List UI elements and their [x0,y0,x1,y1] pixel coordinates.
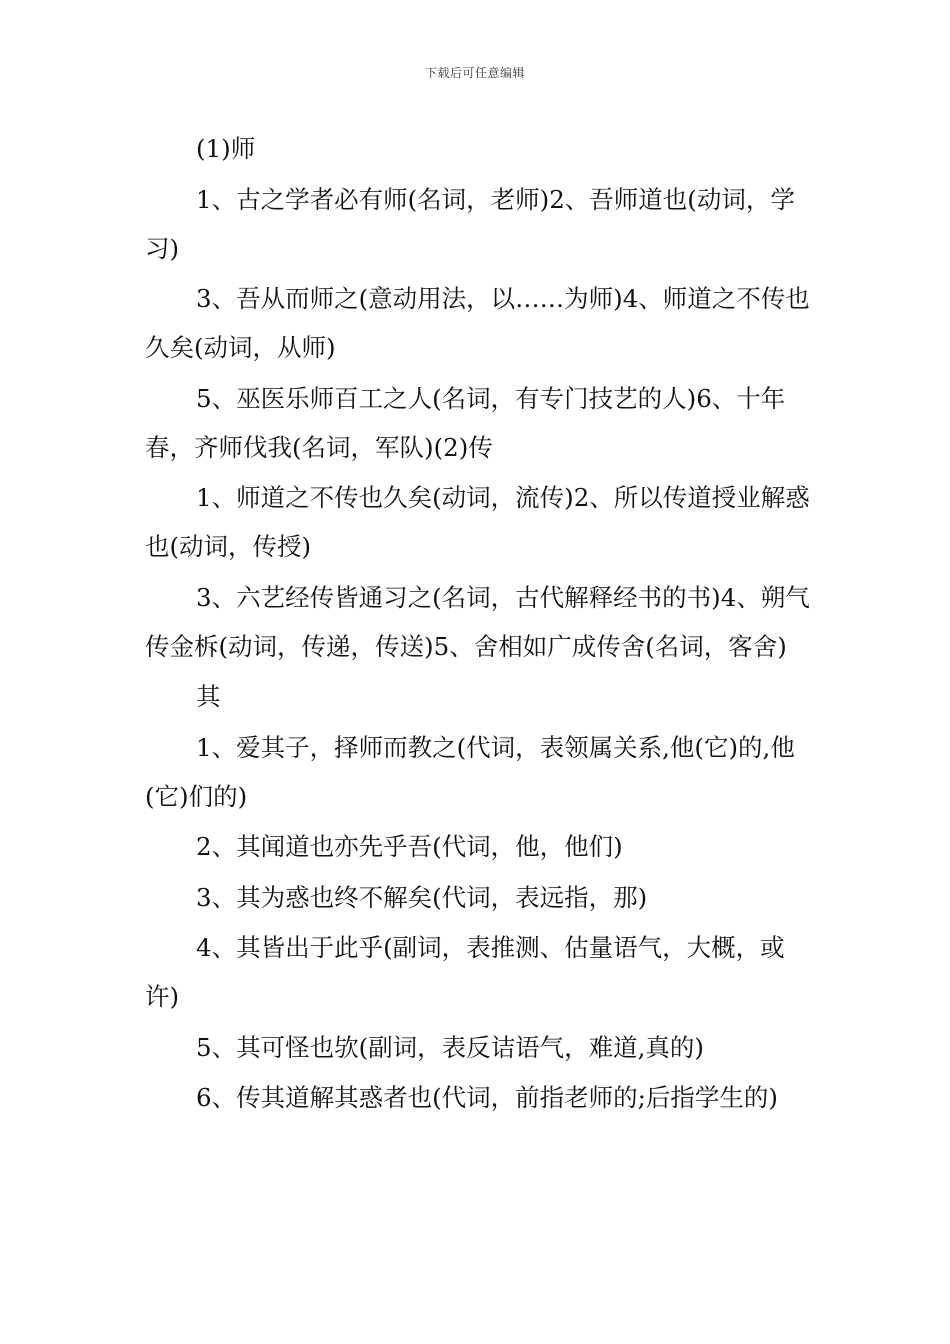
document-body [145,124,810,1124]
paragraph: 3、吾从而师之(意动用法，以……为师)4、师道之不传也久矣(动词，从师) [145,284,810,362]
paragraph: 3、其为惑也终不解矣(代词，表远指，那) [196,882,648,912]
paragraph: 5、其可怪也欤(副词，表反诘语气，难道,真的) [196,1032,704,1062]
paragraph: 3、六艺经传皆通习之(名词，古代解释经书的书)4、朔气传金柝(动词，传递，传送)5、舍相如广成传舍(名词，客舍) [145,582,810,661]
page-header: 下载后可任意编辑 [424,66,525,80]
paragraph: 5、巫医乐师百工之人(名词，有专门技艺的人)6、十年春，齐师伐我(名词，军队)(2)传 [145,383,786,462]
paragraph: 4、其皆出于此乎(副词，表推测、估量语气，大概，或许) [145,933,785,1011]
paragraph: 6、传其道解其惑者也(代词，前指老师的;后指学生的) [196,1083,778,1112]
paragraph-qi-heading: 其 [196,682,221,711]
paragraph-shi-heading: (1)师 [196,134,256,163]
paragraph: 1、师道之不传也久矣(动词，流传)2、所以传道授业解惑也(动词，传授) [145,483,810,561]
paragraph: 1、爱其子，择师而教之(代词，表领属关系,他(它)的,他(它)们的) [145,732,795,811]
paragraph: 1、古之学者必有师(名词，老师)2、吾师道也(动词，学习) [145,184,795,263]
paragraph: 2、其闻道也亦先乎吾(代词，他，他们) [196,832,623,861]
